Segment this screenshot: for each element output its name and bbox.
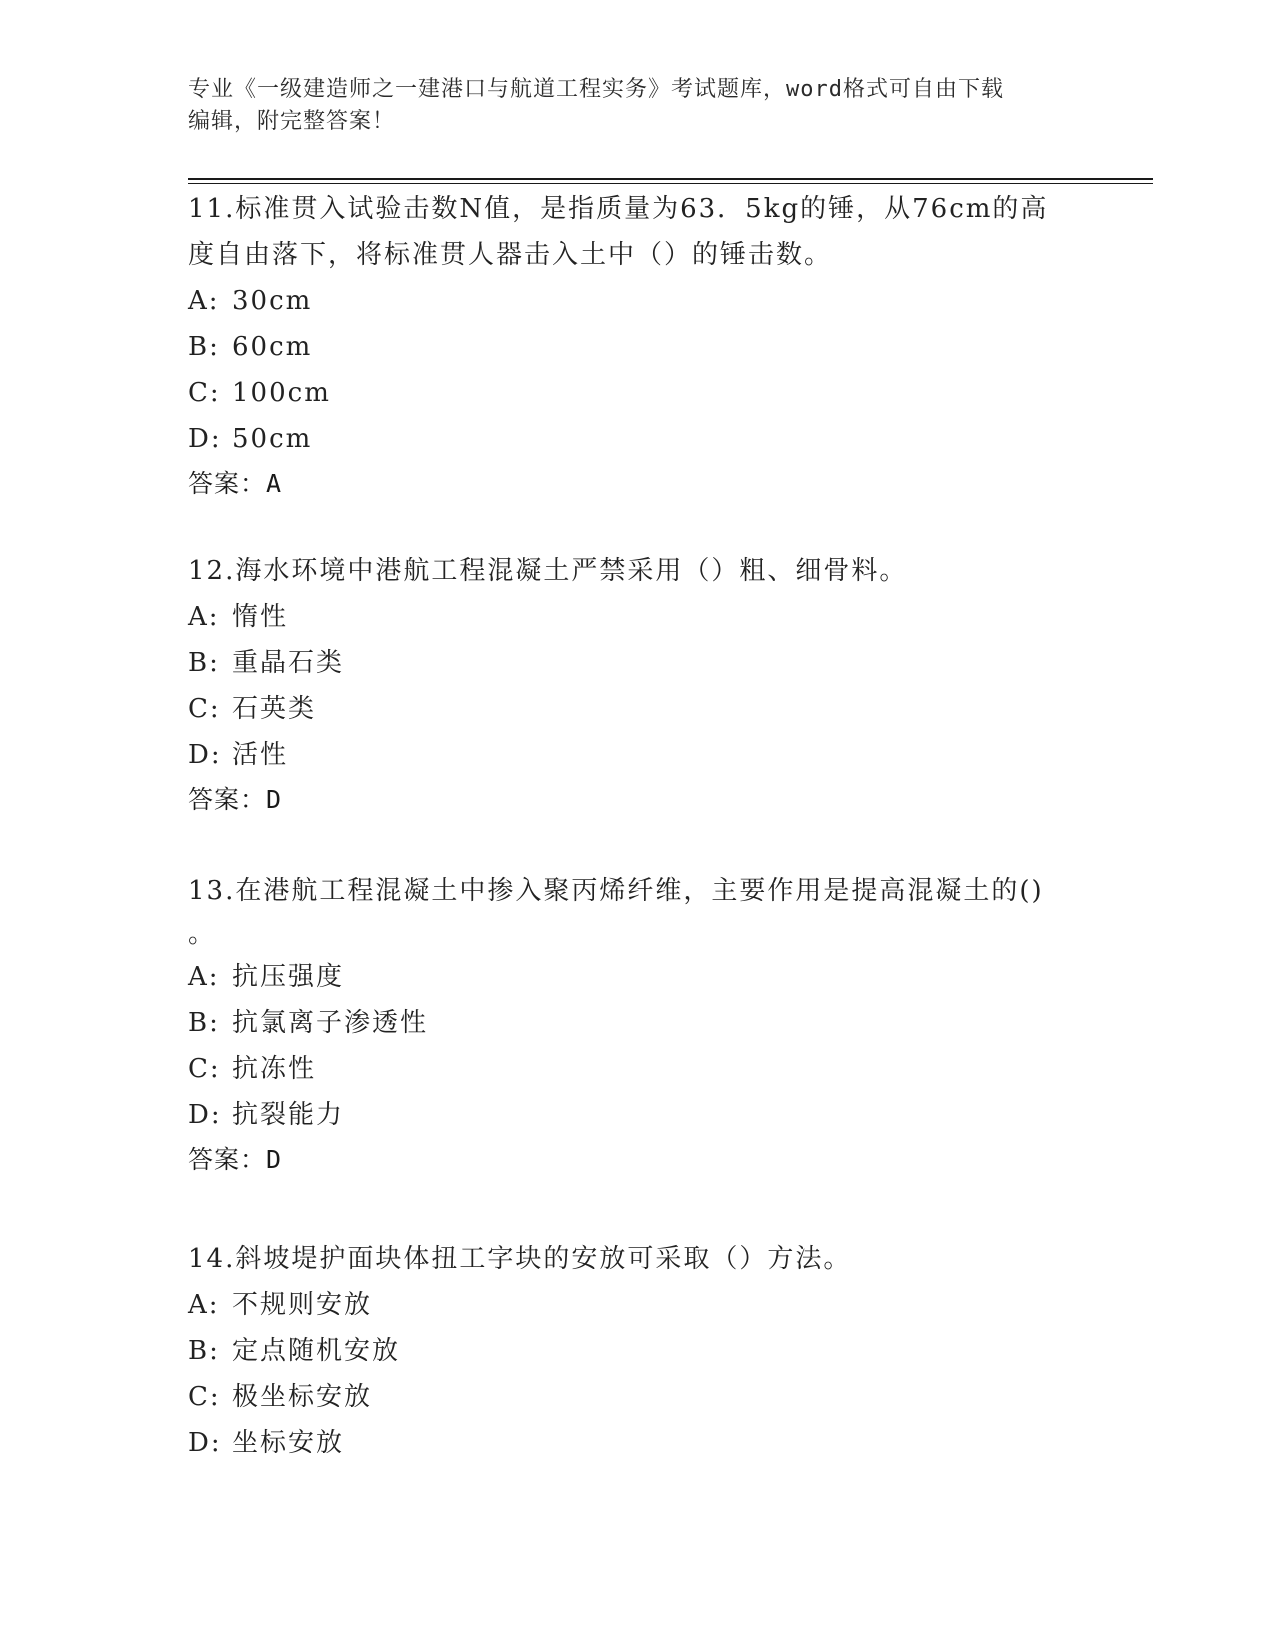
option-letter: C:	[188, 378, 221, 408]
option-text: 抗氯离子渗透性	[232, 1008, 429, 1038]
question-11	[188, 186, 1088, 506]
option-text: 重晶石类	[232, 648, 345, 678]
question-stem-line: 13.在港航工程混凝土中掺入聚丙烯纤维，主要作用是提高混凝土的()	[188, 876, 1044, 906]
option-text: 惰性	[232, 602, 289, 632]
option-letter: C:	[188, 694, 221, 724]
answer-line: 答案：A	[188, 469, 283, 498]
option-b	[188, 1328, 1088, 1374]
option-text: 极坐标安放	[232, 1382, 373, 1412]
option-d	[188, 1092, 1088, 1138]
question-stem-line: 度自由落下，将标准贯人器击入土中（）的锤击数。	[188, 240, 833, 270]
option-a	[188, 278, 1088, 324]
option-letter: A:	[188, 962, 220, 992]
option-a	[188, 594, 1088, 640]
option-b	[188, 324, 1088, 370]
option-text: 活性	[232, 740, 289, 770]
option-text: 30cm	[232, 286, 313, 316]
option-letter: D:	[188, 740, 222, 770]
option-letter: A:	[188, 1290, 220, 1320]
option-letter: A:	[188, 602, 220, 632]
option-letter: B:	[188, 1008, 220, 1038]
option-letter: B:	[188, 332, 220, 362]
header-line-2: 编辑，附完整答案！	[188, 109, 396, 134]
option-text: 不规则安放	[232, 1290, 373, 1320]
option-text: 抗裂能力	[232, 1100, 345, 1130]
document-header	[188, 74, 1088, 138]
header-divider-thick	[188, 178, 1153, 180]
option-text: 坐标安放	[232, 1428, 345, 1458]
option-letter: B:	[188, 648, 220, 678]
question-14	[188, 1236, 1088, 1466]
option-text: 石英类	[232, 694, 317, 724]
header-divider-thin	[188, 183, 1153, 184]
option-text: 50cm	[232, 424, 313, 454]
question-13	[188, 868, 1088, 1182]
option-text: 抗冻性	[232, 1054, 317, 1084]
option-b	[188, 1000, 1088, 1046]
question-12	[188, 548, 1088, 822]
answer-line: 答案：D	[188, 1145, 283, 1174]
option-d	[188, 732, 1088, 778]
option-letter: C:	[188, 1382, 221, 1412]
option-c	[188, 686, 1088, 732]
option-c	[188, 1374, 1088, 1420]
option-letter: D:	[188, 1100, 222, 1130]
option-letter: B:	[188, 1336, 220, 1366]
option-text: 100cm	[232, 378, 331, 408]
option-c	[188, 370, 1088, 416]
answer-line: 答案：D	[188, 785, 283, 814]
option-letter: C:	[188, 1054, 221, 1084]
option-a	[188, 954, 1088, 1000]
option-d	[188, 416, 1088, 462]
option-text: 60cm	[232, 332, 313, 362]
option-d	[188, 1420, 1088, 1466]
option-letter: D:	[188, 424, 222, 454]
question-stem-line: 11.标准贯入试验击数N值，是指质量为63．5kg的锤，从76cm的高	[188, 194, 1049, 224]
header-line-1: 专业《一级建造师之一建港口与航道工程实务》考试题库，word格式可自由下载	[188, 77, 1004, 102]
option-text: 抗压强度	[232, 962, 345, 992]
question-stem-line: 。	[188, 919, 217, 949]
option-text: 定点随机安放	[232, 1336, 401, 1366]
option-a	[188, 1282, 1088, 1328]
option-b	[188, 640, 1088, 686]
question-stem-line: 14.斜坡堤护面块体扭工字块的安放可采取（）方法。	[188, 1244, 852, 1274]
option-letter: D:	[188, 1428, 222, 1458]
option-letter: A:	[188, 286, 220, 316]
option-c	[188, 1046, 1088, 1092]
question-stem-line: 12.海水环境中港航工程混凝土严禁采用（）粗、细骨料。	[188, 556, 908, 586]
